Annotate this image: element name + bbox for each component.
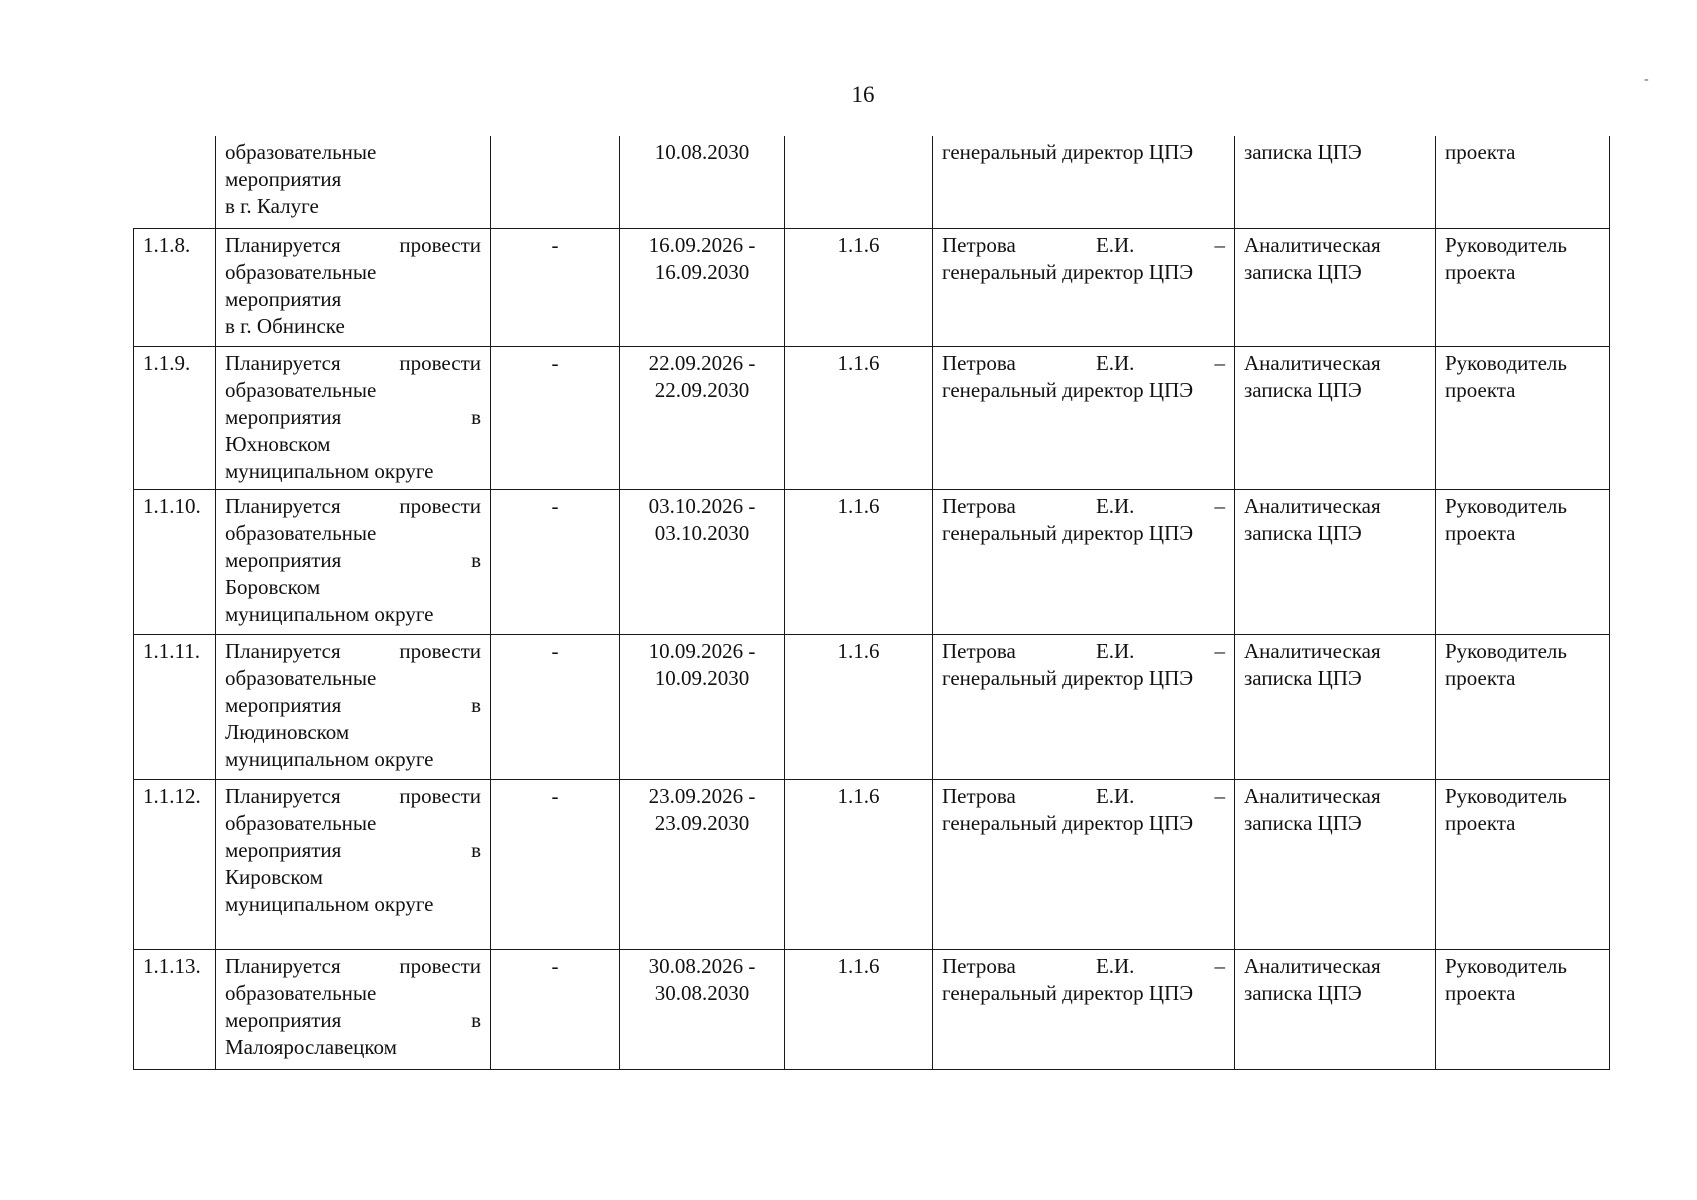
cell-description xyxy=(216,634,491,779)
cell-document xyxy=(1235,136,1436,228)
responsible-title: генеральный директор ЦПЭ xyxy=(942,377,1194,402)
cell-role xyxy=(1436,228,1610,346)
responsible-title: генеральный директор ЦПЭ xyxy=(942,665,1194,690)
description-line: Планируется провести xyxy=(225,350,481,375)
table-row xyxy=(134,634,1610,779)
description-line: Планируется провести xyxy=(225,953,481,978)
description-line: мероприятия в xyxy=(225,837,481,862)
cell-role xyxy=(1436,136,1610,228)
cell-dates xyxy=(620,779,785,949)
row-number: 1.1.12. xyxy=(143,783,201,808)
date-line: 16.09.2030 xyxy=(654,259,750,284)
cell-predecessor xyxy=(491,346,620,489)
responsible-initials: Е.И. xyxy=(1095,953,1135,978)
cell-description xyxy=(216,949,491,1069)
responsible-title: генеральный директор ЦПЭ xyxy=(942,140,1194,164)
predecessor-value: - xyxy=(551,350,559,375)
cell-predecessor xyxy=(491,949,620,1069)
cell-document xyxy=(1235,228,1436,346)
document-line: записка ЦПЭ xyxy=(1244,520,1362,545)
responsible-surname: Петрова xyxy=(942,350,1016,375)
cell-number xyxy=(134,779,216,949)
role-line: Руководитель xyxy=(1445,232,1567,257)
responsible-name-line xyxy=(942,350,1225,377)
description-line: Юхновском xyxy=(225,431,331,456)
cell-document xyxy=(1235,346,1436,489)
description-line: мероприятия xyxy=(225,286,342,311)
responsible-dash: – xyxy=(1214,783,1225,808)
cell-number xyxy=(134,346,216,489)
document-line: Аналитическая xyxy=(1244,783,1381,808)
document-line: Аналитическая xyxy=(1244,493,1381,518)
table-row xyxy=(134,228,1610,346)
cell-predecessor xyxy=(491,228,620,346)
table-body xyxy=(134,136,1610,1069)
description-line: образовательные xyxy=(225,810,377,835)
predecessor-value: - xyxy=(551,783,559,808)
cell-dates xyxy=(620,949,785,1069)
document-line: записка ЦПЭ xyxy=(1244,140,1362,164)
cell-link xyxy=(785,228,933,346)
cell-document xyxy=(1235,489,1436,634)
description-line: Кировском xyxy=(225,864,323,889)
responsible-dash: – xyxy=(1214,350,1225,375)
cell-responsible xyxy=(933,489,1235,634)
document-line: записка ЦПЭ xyxy=(1244,377,1362,402)
responsible-dash: – xyxy=(1214,493,1225,518)
cell-role xyxy=(1436,634,1610,779)
date-line: 10.09.2030 xyxy=(654,665,750,690)
responsible-initials: Е.И. xyxy=(1095,232,1135,257)
document-line: Аналитическая xyxy=(1244,350,1381,375)
cell-role xyxy=(1436,489,1610,634)
role-line: проекта xyxy=(1445,377,1516,402)
cell-dates xyxy=(620,346,785,489)
predecessor-value: - xyxy=(551,232,559,257)
date-line: 10.09.2026 - xyxy=(648,638,756,663)
cell-role xyxy=(1436,779,1610,949)
responsible-surname: Петрова xyxy=(942,232,1016,257)
date-line: 10.08.2030 xyxy=(654,140,750,164)
role-line: Руководитель xyxy=(1445,493,1567,518)
responsible-dash: – xyxy=(1214,232,1225,257)
description-line: мероприятия xyxy=(225,167,342,191)
cell-link xyxy=(785,949,933,1069)
row-number: 1.1.10. xyxy=(143,493,201,518)
date-line: 30.08.2030 xyxy=(654,980,750,1005)
table-row xyxy=(134,346,1610,489)
role-line: проекта xyxy=(1445,665,1516,690)
role-line: Руководитель xyxy=(1445,350,1567,375)
link-value: 1.1.6 xyxy=(837,638,880,663)
date-line: 03.10.2026 - xyxy=(648,493,756,518)
date-line: 23.09.2030 xyxy=(654,810,750,835)
responsible-name-line xyxy=(942,783,1225,810)
cell-dates xyxy=(620,136,785,228)
date-line: 16.09.2026 - xyxy=(648,232,756,257)
responsible-name-line xyxy=(942,953,1225,980)
date-line: 22.09.2030 xyxy=(654,377,750,402)
description-line: образовательные xyxy=(225,377,377,402)
responsible-dash: – xyxy=(1214,953,1225,978)
table-row xyxy=(134,489,1610,634)
cell-dates xyxy=(620,489,785,634)
responsible-title: генеральный директор ЦПЭ xyxy=(942,810,1194,835)
cell-predecessor xyxy=(491,779,620,949)
role-line: проекта xyxy=(1445,140,1516,164)
cell-description xyxy=(216,228,491,346)
scan-mark: - xyxy=(1644,72,1649,87)
cell-predecessor xyxy=(491,136,620,228)
date-line: 30.08.2026 - xyxy=(648,953,756,978)
responsible-title: генеральный директор ЦПЭ xyxy=(942,259,1194,284)
responsible-title: генеральный директор ЦПЭ xyxy=(942,980,1194,1005)
page-number: 16 xyxy=(851,82,875,107)
description-line: в г. Обнинске xyxy=(225,313,345,338)
link-value: 1.1.6 xyxy=(837,232,880,257)
cell-number xyxy=(134,489,216,634)
document-line: записка ЦПЭ xyxy=(1244,665,1362,690)
table-row xyxy=(134,779,1610,949)
cell-role xyxy=(1436,949,1610,1069)
cell-dates xyxy=(620,634,785,779)
role-line: проекта xyxy=(1445,520,1516,545)
cell-number xyxy=(134,949,216,1069)
responsible-name-line xyxy=(942,232,1225,259)
predecessor-value: - xyxy=(551,953,559,978)
responsible-surname: Петрова xyxy=(942,638,1016,663)
cell-number xyxy=(134,634,216,779)
table-row xyxy=(134,136,1610,228)
cell-responsible xyxy=(933,634,1235,779)
description-line: Планируется провести xyxy=(225,638,481,663)
role-line: проекта xyxy=(1445,810,1516,835)
document-line: записка ЦПЭ xyxy=(1244,259,1362,284)
description-line: мероприятия в xyxy=(225,547,481,572)
cell-description xyxy=(216,779,491,949)
activities-table xyxy=(133,136,1610,1070)
description-line: Планируется провести xyxy=(225,232,481,257)
description-line: муниципальном округе xyxy=(225,458,434,483)
description-line: муниципальном округе xyxy=(225,601,434,626)
responsible-surname: Петрова xyxy=(942,953,1016,978)
document-line: Аналитическая xyxy=(1244,953,1381,978)
description-line: Боровском xyxy=(225,574,321,599)
description-line: Планируется провести xyxy=(225,783,481,808)
cell-description xyxy=(216,489,491,634)
responsible-initials: Е.И. xyxy=(1095,350,1135,375)
responsible-name-line xyxy=(942,638,1225,665)
description-line: Малоярославецком xyxy=(225,1034,397,1059)
cell-link xyxy=(785,489,933,634)
role-line: Руководитель xyxy=(1445,953,1567,978)
cell-responsible xyxy=(933,346,1235,489)
date-line: 23.09.2026 - xyxy=(648,783,756,808)
row-number: 1.1.8. xyxy=(143,232,191,257)
responsible-title: генеральный директор ЦПЭ xyxy=(942,520,1194,545)
row-number: 1.1.13. xyxy=(143,953,201,978)
predecessor-value: - xyxy=(551,638,559,663)
description-line: муниципальном округе xyxy=(225,891,434,916)
table-row xyxy=(134,949,1610,1069)
description-line: образовательные xyxy=(225,140,377,164)
document-line: записка ЦПЭ xyxy=(1244,810,1362,835)
cell-number xyxy=(134,228,216,346)
cell-number xyxy=(134,136,216,228)
responsible-name-line xyxy=(942,493,1225,520)
cell-link xyxy=(785,634,933,779)
document-line: Аналитическая xyxy=(1244,232,1381,257)
cell-description xyxy=(216,346,491,489)
cell-dates xyxy=(620,228,785,346)
predecessor-value: - xyxy=(551,493,559,518)
cell-description xyxy=(216,136,491,228)
cell-responsible xyxy=(933,228,1235,346)
cell-responsible xyxy=(933,949,1235,1069)
document-line: Аналитическая xyxy=(1244,638,1381,663)
link-value: 1.1.6 xyxy=(837,493,880,518)
link-value: 1.1.6 xyxy=(837,783,880,808)
cell-link xyxy=(785,346,933,489)
role-line: проекта xyxy=(1445,259,1516,284)
responsible-initials: Е.И. xyxy=(1095,638,1135,663)
description-line: мероприятия в xyxy=(225,692,481,717)
description-line: в г. Калуге xyxy=(225,194,319,218)
date-line: 22.09.2026 - xyxy=(648,350,756,375)
cell-link xyxy=(785,779,933,949)
link-value: 1.1.6 xyxy=(837,350,880,375)
responsible-surname: Петрова xyxy=(942,493,1016,518)
cell-document xyxy=(1235,634,1436,779)
cell-predecessor xyxy=(491,489,620,634)
responsible-initials: Е.И. xyxy=(1095,493,1135,518)
cell-predecessor xyxy=(491,634,620,779)
description-line: Людиновском xyxy=(225,719,350,744)
description-line: Планируется провести xyxy=(225,493,481,518)
cell-link xyxy=(785,136,933,228)
description-line: муниципальном округе xyxy=(225,746,434,771)
description-line: образовательные xyxy=(225,665,377,690)
description-line: мероприятия в xyxy=(225,404,481,429)
cell-document xyxy=(1235,949,1436,1069)
cell-responsible xyxy=(933,779,1235,949)
cell-document xyxy=(1235,779,1436,949)
cell-role xyxy=(1436,346,1610,489)
description-line: образовательные xyxy=(225,980,377,1005)
document-line: записка ЦПЭ xyxy=(1244,980,1362,1005)
description-line: образовательные xyxy=(225,520,377,545)
row-number: 1.1.11. xyxy=(143,638,200,663)
link-value: 1.1.6 xyxy=(837,953,880,978)
date-line: 03.10.2030 xyxy=(654,520,750,545)
role-line: проекта xyxy=(1445,980,1516,1005)
description-line: образовательные xyxy=(225,259,377,284)
role-line: Руководитель xyxy=(1445,638,1567,663)
row-number: 1.1.9. xyxy=(143,350,191,375)
role-line: Руководитель xyxy=(1445,783,1567,808)
responsible-initials: Е.И. xyxy=(1095,783,1135,808)
cell-responsible xyxy=(933,136,1235,228)
description-line: мероприятия в xyxy=(225,1007,481,1032)
responsible-surname: Петрова xyxy=(942,783,1016,808)
responsible-dash: – xyxy=(1214,638,1225,663)
